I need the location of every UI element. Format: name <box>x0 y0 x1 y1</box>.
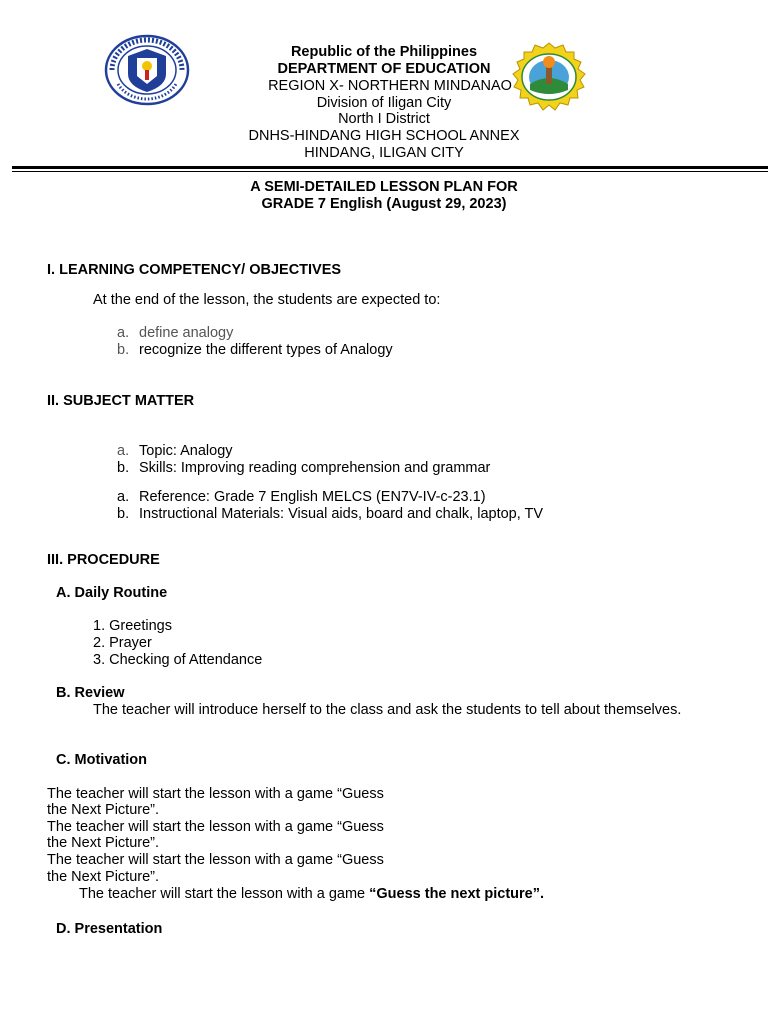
review-text: The teacher will introduce herself to the class and ask the students to tell about themselves. <box>93 702 682 718</box>
subject-item: Reference: Grade 7 English MELCS (EN7V-IV-c-23.1) <box>139 489 486 505</box>
header-division: Division of Iligan City <box>316 95 452 111</box>
motivation-heading: C. Motivation <box>56 752 148 768</box>
objective-item: define analogy <box>139 325 234 341</box>
routine-item: 2. Prayer <box>93 635 152 651</box>
lesson-plan-title: A SEMI-DETAILED LESSON PLAN FOR <box>250 179 518 195</box>
list-marker: b. <box>117 460 130 476</box>
objective-item: recognize the different types of Analogy <box>139 342 393 358</box>
section-2-heading: II. SUBJECT MATTER <box>47 393 195 409</box>
header-republic: Republic of the Philippines <box>290 44 478 60</box>
motivation-game-title: “Guess the next picture”. <box>369 886 544 902</box>
objectives-intro: At the end of the lesson, the students are expected to: <box>93 292 441 308</box>
header-region: REGION X- NORTHERN MINDANAO <box>268 78 512 94</box>
motivation-line: The teacher will start the lesson with a game “Guess <box>47 819 384 835</box>
list-marker: a. <box>117 443 130 459</box>
header-school: DNHS-HINDANG HIGH SCHOOL ANNEX <box>248 128 520 144</box>
header-department: DEPARTMENT OF EDUCATION <box>277 61 491 77</box>
presentation-heading: D. Presentation <box>56 921 163 937</box>
daily-routine-heading: A. Daily Routine <box>56 585 168 601</box>
review-heading: B. Review <box>56 685 125 701</box>
routine-item: 1. Greetings <box>93 618 172 634</box>
list-marker: a. <box>117 325 130 341</box>
motivation-line: the Next Picture”. <box>47 802 160 818</box>
header-district: North I District <box>338 111 430 127</box>
list-marker: b. <box>117 506 130 522</box>
motivation-line: the Next Picture”. <box>47 835 160 851</box>
motivation-line: The teacher will start the lesson with a game “Guess <box>47 852 384 868</box>
motivation-line: the Next Picture”. <box>47 869 160 885</box>
list-marker: a. <box>117 489 130 505</box>
routine-item: 3. Checking of Attendance <box>93 652 263 668</box>
header-divider-thin <box>12 171 768 172</box>
subject-item: Topic: Analogy <box>139 443 233 459</box>
header-divider-thick <box>12 166 768 169</box>
lesson-plan-subtitle: GRADE 7 English (August 29, 2023) <box>261 196 507 212</box>
motivation-final <box>79 886 544 903</box>
motivation-line: The teacher will start the lesson with a game “Guess <box>47 786 384 802</box>
motivation-final-prefix: The teacher will start the lesson with a game <box>79 886 370 902</box>
subject-item: Skills: Improving reading comprehension and grammar <box>139 460 491 476</box>
list-marker: b. <box>117 342 130 358</box>
header-address: HINDANG, ILIGAN CITY <box>304 145 464 161</box>
section-3-heading: III. PROCEDURE <box>47 552 160 568</box>
subject-item: Instructional Materials: Visual aids, board and chalk, laptop, TV <box>139 506 544 522</box>
section-1-heading: I. LEARNING COMPETENCY/ OBJECTIVES <box>47 262 342 278</box>
